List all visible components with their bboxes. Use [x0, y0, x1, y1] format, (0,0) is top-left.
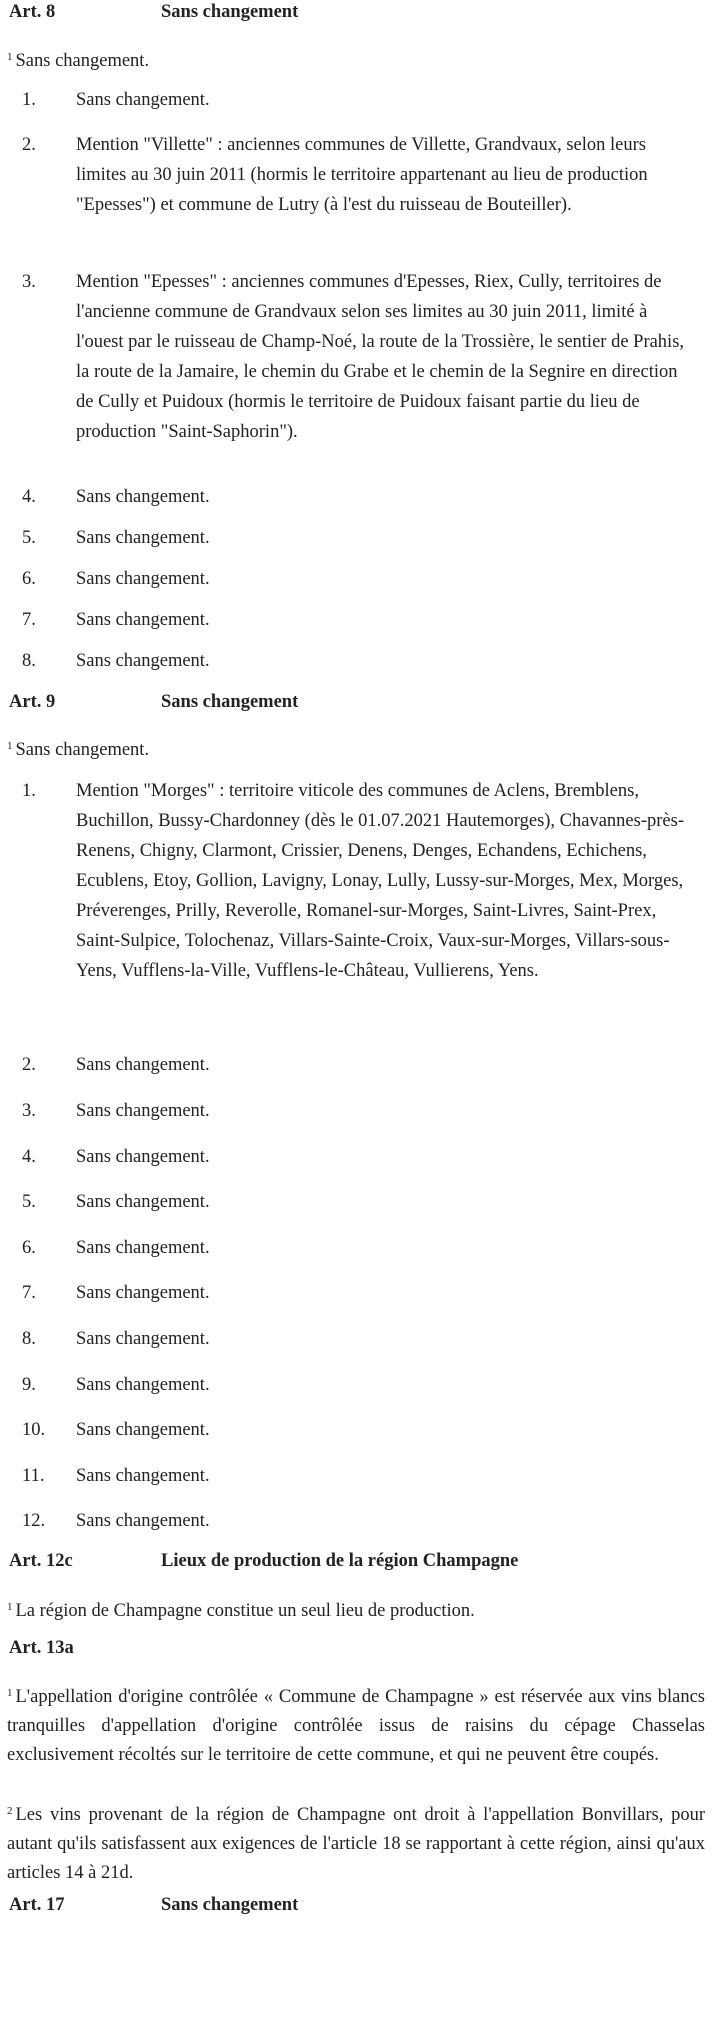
list-item-text: Sans changement.	[76, 1192, 210, 1212]
list-item	[22, 1050, 690, 1080]
list-item-number: 3.	[22, 272, 36, 292]
paragraph-text: L'appellation d'origine contrôlée « Commune de Champagne » est réservée aux vins blancs tranquilles d'appellation d'origine contrôlée issus de raisins du cépage Chasselas exclusivement récoltés sur le territoire de cette commune, et qui ne peuvent être coupés.	[7, 1687, 705, 1765]
list-item-number: 10.	[22, 1420, 46, 1440]
list-item	[22, 267, 690, 447]
paragraph-text: La région de Champagne constitue un seul lieu de production.	[15, 1601, 475, 1621]
list-item-text: Sans changement.	[76, 1329, 210, 1349]
list-item-number: 7.	[22, 1283, 36, 1303]
paragraph-number: 1	[7, 740, 13, 752]
list-item-number: 8.	[22, 1329, 36, 1349]
list-item-text: Mention "Villette" : anciennes communes de Villette, Grandvaux, selon leurs limites au 30 juin 2011 (hormis le territoire appartenant au lieu de production "Epesses") et commune de Lutry (à l'est du ruisseau de Bouteiller).	[76, 135, 648, 215]
list-item	[22, 130, 690, 220]
article-number: Art. 13a	[9, 1638, 74, 1658]
list-item-text: Sans changement.	[76, 1055, 210, 1075]
list-item	[22, 1187, 690, 1217]
article-title: Sans changement	[161, 692, 299, 712]
list-item	[22, 1461, 690, 1491]
list-item-number: 2.	[22, 135, 36, 155]
list-item-text: Sans changement.	[76, 1101, 210, 1121]
article-number: Art. 17	[9, 1895, 65, 1915]
list-item-text: Sans changement.	[76, 1420, 210, 1440]
list-item	[22, 523, 690, 553]
paragraph-text: Sans changement.	[15, 740, 150, 760]
paragraph	[7, 732, 705, 765]
list-item	[22, 1278, 690, 1308]
paragraph-number: 1	[7, 1687, 13, 1699]
list-item-number: 4.	[22, 487, 36, 507]
list-item-number: 9.	[22, 1375, 36, 1395]
paragraph-text: Les vins provenant de la région de Champagne ont droit à l'appellation Bonvillars, pour autant qu'ils satisfassent aux exigences de l'article 18 se rapportant à cette région, ainsi qu'aux articles 14 à 21d.	[7, 1805, 705, 1883]
list-item	[22, 646, 690, 676]
list-item-text: Sans changement.	[76, 1283, 210, 1303]
paragraph	[7, 1593, 705, 1626]
paragraph	[7, 1797, 705, 1888]
list-item-number: 1.	[22, 90, 36, 110]
list-item	[22, 776, 690, 986]
list-item-text: Sans changement.	[76, 1511, 210, 1531]
article-number: Art. 8	[9, 2, 56, 22]
list-item	[22, 1324, 690, 1354]
list-item-text: Sans changement.	[76, 610, 210, 630]
list-item-text: Sans changement.	[76, 1238, 210, 1258]
list-item-text: Sans changement.	[76, 528, 210, 548]
list-item	[22, 1506, 690, 1536]
article-number: Art. 9	[9, 692, 56, 712]
paragraph-number: 1	[7, 51, 13, 63]
list-item-text: Sans changement.	[76, 1147, 210, 1167]
list-item-number: 6.	[22, 569, 36, 589]
article-number: Art. 12c	[9, 1551, 73, 1571]
article-title: Sans changement	[161, 2, 299, 22]
list-item-number: 12.	[22, 1511, 46, 1531]
list-item-text: Sans changement.	[76, 651, 210, 671]
list-item	[22, 1370, 690, 1400]
list-item	[22, 1096, 690, 1126]
list-item-number: 5.	[22, 1192, 36, 1212]
list-item-number: 7.	[22, 610, 36, 630]
list-item	[22, 85, 690, 115]
article-title: Sans changement	[161, 1895, 299, 1915]
list-item-number: 1.	[22, 781, 36, 801]
list-item	[22, 605, 690, 635]
list-item	[22, 564, 690, 594]
article-title: Lieux de production de la région Champagne	[161, 1551, 519, 1571]
list-item-number: 6.	[22, 1238, 36, 1258]
list-item-text: Mention "Morges" : territoire viticole des communes de Aclens, Bremblens, Buchillon, Bussy-Chardonney (dès le 01.07.2021 Hautemorges), Chavannes-près-Renens, Chigny, Clarmont, Crissier, Denens, Denges, Echandens, Echichens, Ecublens, Etoy, Gollion, Lavigny, Lonay, Lully, Lussy-sur-Morges, Mex, Morges, Préverenges, Prilly, Reverolle, Romanel-sur-Morges, Saint-Livres, Saint-Prex, Saint-Sulpice, Tolochenaz, Villars-Sainte-Croix, Vaux-sur-Morges, Villars-sous-Yens, Vufflens-la-Ville, Vufflens-le-Château, Vullierens, Yens.	[76, 781, 684, 981]
list-item-text: Mention "Epesses" : anciennes communes d'Epesses, Riex, Cully, territoires de l'ancienne commune de Grandvaux selon ses limites au 30 juin 2011, limité à l'ouest par le ruisseau de Champ-Noé, la route de la Trossière, le sentier de Prahis, la route de la Jamaire, le chemin du Grabe et le chemin de la Segnire en direction de Cully et Puidoux (hormis le territoire de Puidoux faisant partie du lieu de production "Saint-Saphorin").	[76, 272, 685, 442]
paragraph	[7, 43, 705, 76]
list-item	[22, 482, 690, 512]
list-item-number: 4.	[22, 1147, 36, 1167]
list-item-text: Sans changement.	[76, 487, 210, 507]
paragraph	[7, 1679, 705, 1770]
list-item-number: 3.	[22, 1101, 36, 1121]
list-item-number: 8.	[22, 651, 36, 671]
list-item-number: 11.	[22, 1466, 45, 1486]
list-item-text: Sans changement.	[76, 90, 210, 110]
paragraph-number: 2	[7, 1805, 13, 1817]
paragraph-number: 1	[7, 1601, 13, 1613]
list-item-text: Sans changement.	[76, 569, 210, 589]
list-item-text: Sans changement.	[76, 1466, 210, 1486]
list-item-text: Sans changement.	[76, 1375, 210, 1395]
paragraph-text: Sans changement.	[15, 51, 150, 71]
list-item	[22, 1233, 690, 1263]
list-item	[22, 1142, 690, 1172]
list-item	[22, 1415, 690, 1445]
list-item-number: 2.	[22, 1055, 36, 1075]
list-item-number: 5.	[22, 528, 36, 548]
